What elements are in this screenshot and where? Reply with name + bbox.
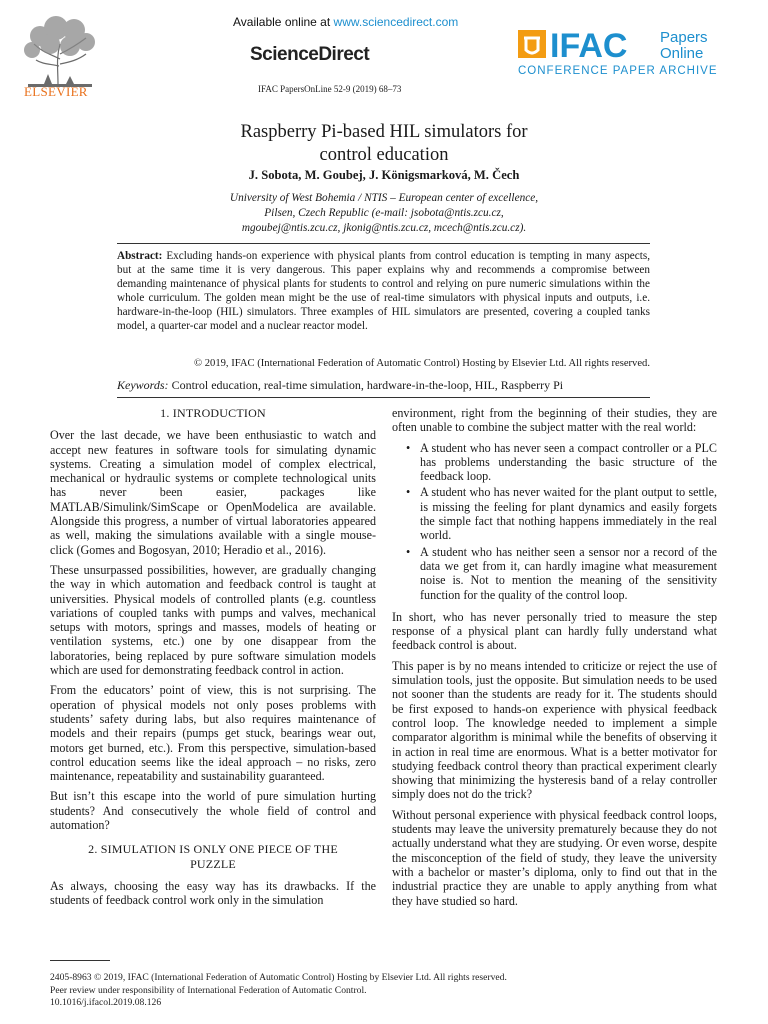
abstract-label: Abstract: — [117, 250, 163, 262]
list-item-text: A student who has never seen a compact controller or a PLC has problems understanding the basic structure of the feedback loop. — [420, 440, 717, 484]
ifac-online-text: Online — [660, 45, 704, 62]
footer-issn-line: 2405-8963 © 2019, IFAC (International Federation of Automatic Control) Hosting by Elsevier Ltd. All rights reserved. — [50, 972, 507, 983]
affiliation — [0, 191, 768, 235]
abstract — [117, 249, 650, 334]
bullet-list — [392, 441, 717, 602]
footer-peer-review-line: Peer review under responsibility of International Federation of Automatic Control. — [50, 984, 367, 996]
paragraph: This paper is by no means intended to criticize or reject the use of simulation tools, just the opposite. But simulation needs to be used not sooner than the students are ready for it. The students should be first exposed to hands-on experience with physical feedback control loop. The knowledge needed to implement a simple comparator algorithm is minimal while the benefits of observing it in action in real time are enormous. What is a better motivator for studying feedback control theory than practical experiment clearly showing that minimizing the hysteresis band of a relay controller simply does not do the trick? — [392, 658, 717, 802]
paragraph: As always, choosing the easy way has its drawbacks. If the students of feedback control work only in the simulation — [50, 878, 376, 908]
affiliation-line-3: mgoubej@ntis.zcu.cz, jkonig@ntis.zcu.cz, mcech@ntis.zcu.cz). — [241, 221, 527, 234]
abstract-text: Excluding hands-on experience with physical plants from control education is tempting in many aspects, but at the same time it is very dangerous. This paper explains why and recommends a compromise between demanding maintenance of physical plants for students to control and relying on pure numeric simulations within the whole curriculum. The golden mean might be the use of real-time simulators with physical inputs and outputs, i.e. hardware-in-the-loop (HIL) simulators. Three examples of HIL simulators are presented, covering a coupled tanks model, a quarter-car model and a nuclear reactor model. — [117, 250, 650, 333]
bullet-icon: • — [406, 485, 411, 500]
abstract-bottom-rule — [117, 397, 650, 398]
section-heading-simulation — [50, 842, 376, 871]
list-item — [392, 545, 717, 602]
section-heading-line-2: PUZZLE — [190, 856, 236, 871]
keywords — [117, 378, 650, 393]
sciencedirect-title: ScienceDirect — [250, 44, 370, 65]
paper-title-line-2: control education — [319, 145, 449, 165]
affiliation-line-2: Pilsen, Czech Republic (e-mail: jsobota@ntis.zcu.cz, — [264, 206, 504, 219]
list-item-text: A student who has never waited for the plant output to settle, is missing the feeling for plant dynamics and easily forgets the simple fact that nothing happens immediately in the real world. — [420, 485, 717, 543]
paper-title-line-1: Raspberry Pi-based HIL simulators for — [240, 122, 528, 142]
authors: J. Sobota, M. Goubej, J. Königsmarková, M. Čech — [248, 168, 520, 182]
section-heading-line-1: 2. SIMULATION IS ONLY ONE PIECE OF THE — [88, 842, 338, 857]
elsevier-wordmark: ELSEVIER — [24, 84, 88, 99]
paragraph: From the educators’ point of view, this is not surprising. The operation of physical models not only poses problems with students’ safety during labs, but also requires maintenance of models and their repairs (pumps get stuck, bearings wear out, motors get burned, etc.). From this perspective, simulation-based control education seems like the ideal approach – no risks, zero maintenance, repeatability and sustainability guaranteed. — [50, 683, 376, 784]
paragraph: But isn’t this escape into the world of pure simulation hurting students? And consecutively the whole field of control and automation? — [50, 789, 376, 833]
sciencedirect-link[interactable]: www.sciencedirect.com — [333, 15, 459, 29]
ifac-big-text: IFAC — [550, 28, 628, 65]
section-heading-introduction: 1. INTRODUCTION — [160, 406, 266, 420]
available-online-line — [233, 15, 533, 29]
available-prefix: Available online at — [233, 15, 334, 29]
bullet-icon: • — [406, 544, 411, 559]
paragraph: In short, who has never personally tried to measure the step response of a physical plant can hardly fully understand what feedback control is about. — [392, 609, 717, 653]
keywords-label: Keywords: — [117, 378, 169, 392]
paper-title — [0, 121, 768, 167]
list-item — [392, 441, 717, 484]
paragraph: These unsurpassed possibilities, however, are gradually changing the way in which automation and feedback control is taught at universities. Physical models of controlled plants (e.g. countless variations of coupled tanks with pumps and valves, mechanical setups with motors, springs and masses, models of heating or ventilation systems, etc.) one by one disappear from the laboratories, being replaced by pure software simulation models which are used for demonstrating feedback control in action. — [50, 562, 376, 678]
paragraph: environment, right from the beginning of their studies, they are often unable to combine the subject matter with the real world: — [392, 406, 717, 435]
footer — [50, 972, 730, 1010]
journal-citation: IFAC PapersOnLine 52-9 (2019) 68–73 — [258, 84, 402, 94]
right-column — [392, 406, 717, 914]
bullet-icon: • — [406, 440, 411, 455]
list-item — [392, 485, 717, 542]
footer-doi[interactable]: 10.1016/j.ifacol.2019.08.126 — [50, 997, 162, 1009]
left-column — [50, 406, 376, 914]
abstract-top-rule — [117, 243, 650, 244]
paragraph: Without personal experience with physical feedback control loops, students may leave the university prematurely because they do not actually understand what they are studying. Or even worse, despite the misconception of the field of study, they leave the university with a bachelor or master’s diploma, only to find out that in the industrial practice they are unable to apply anything from what they have studied so hard. — [392, 807, 717, 908]
keywords-text: Control education, real-time simulation, hardware-in-the-loop, HIL, Raspberry Pi — [168, 378, 564, 392]
ifac-archive-caption: CONFERENCE PAPER ARCHIVE — [518, 65, 718, 77]
paragraph: Over the last decade, we have been enthusiastic to watch and accept new features in software tools for simulating dynamic systems. Creating a simulation model of complex electrical, mechanical or hydraulic systems or complete technological units has never been easier, packages like MATLAB/Simulink/SimScape or OpenModelica are available. Alongside this progress, a number of virtual laboratories appeared as well, making the simulations available with a single mouse-click (Gomes and Bogosyan, 2010; Heradio et al., 2016). — [50, 428, 376, 557]
footer-rule — [50, 960, 110, 961]
list-item-text: A student who has neither seen a sensor nor a record of the data we get from it, can hardly imagine what measurement noise is. Not to mention the meaning of the sensitivity function for the quality of the control loop. — [420, 544, 717, 602]
copyright-line: © 2019, IFAC (International Federation of Automatic Control) Hosting by Elsevier Ltd. All rights reserved. — [194, 358, 650, 369]
ifac-papers-text: Papers — [660, 29, 708, 46]
affiliation-line-1: University of West Bohemia / NTIS – European center of excellence, — [229, 192, 539, 204]
